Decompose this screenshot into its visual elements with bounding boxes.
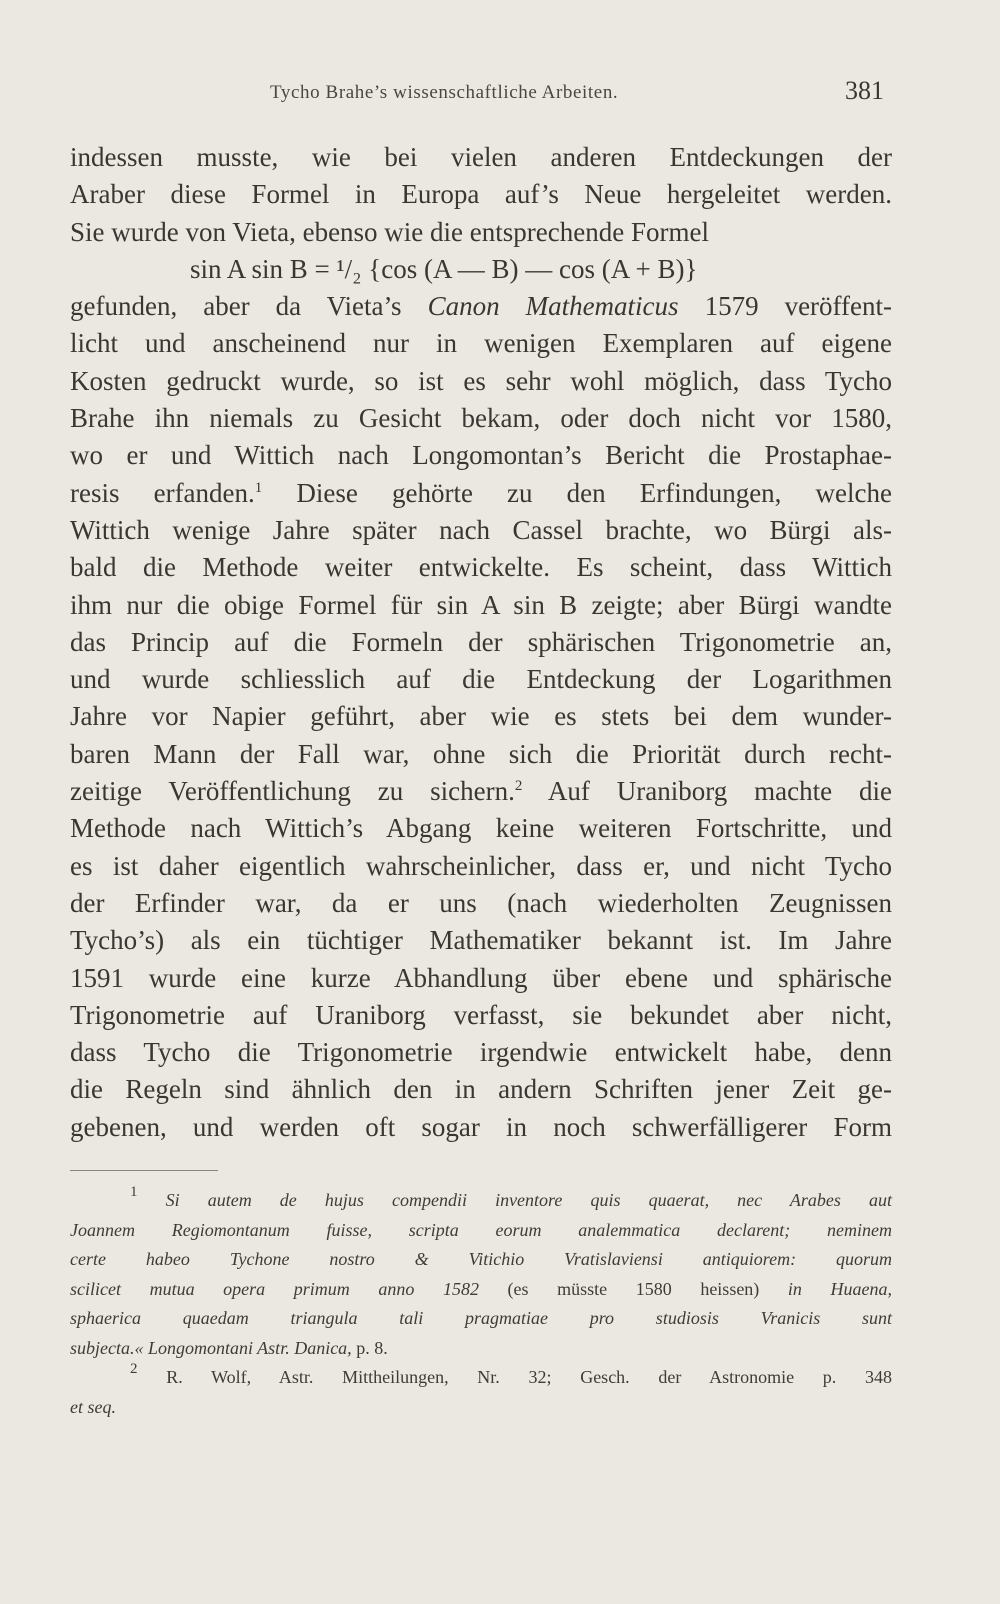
body-line: dass Tycho die Trigonometrie irgendwie entwickelt habe, denn (70, 1037, 892, 1068)
footnote-ref[interactable]: 1 (254, 479, 263, 496)
running-head (70, 76, 890, 116)
body-line: das Princip auf die Formeln der sphärischen Trigonometrie an, (70, 626, 892, 657)
body-line: Tycho’s) als ein tüchtiger Mathematiker bekannt ist. Im Jahre (70, 925, 892, 956)
text: resis erfanden. (70, 477, 255, 508)
body-line: es ist daher eigentlich wahrscheinlicher, dass er, und nicht Tycho (70, 850, 892, 881)
text: Auf Uraniborg machte die (547, 776, 892, 807)
text: in Huaena, (787, 1278, 892, 1299)
text: scilicet mutua opera primum anno 1582 (70, 1278, 479, 1299)
text: zeitige Veröffentlichung zu sichern. (70, 776, 515, 807)
body-line (70, 773, 892, 810)
book-title: Canon Mathematicus (427, 291, 679, 322)
footnote-line (70, 1186, 892, 1216)
text: et seq. (70, 1396, 116, 1417)
footnote-line (70, 1363, 892, 1393)
body-text (70, 139, 892, 1146)
footnote-line (70, 1245, 892, 1275)
text: p. 8. (356, 1337, 388, 1358)
footnote-ref[interactable]: 2 (514, 778, 523, 795)
body-line (70, 288, 892, 325)
text: (es müsste 1580 heissen) (507, 1278, 760, 1299)
text: 1579 veröffent- (704, 291, 893, 322)
text: gefunden, aber da Vieta’s (70, 291, 402, 322)
body-line: Jahre vor Napier geführt, aber wie es stets bei dem wunder- (70, 701, 892, 732)
footnote-line (70, 1304, 892, 1334)
text: R. Wolf, Astr. Mittheilungen, Nr. 32; Gesch. der Astronomie p. 348 (166, 1367, 892, 1387)
page-number: 381 (845, 76, 884, 105)
footnote-line (70, 1393, 892, 1423)
body-line: indessen musste, wie bei vielen anderen Entdeckungen der (70, 142, 892, 172)
body-line: gebenen, und werden oft sogar in noch schwerfälligerer Form (70, 1111, 892, 1142)
body-line: baren Mann der Fall war, ohne sich die Priorität durch recht- (70, 738, 892, 769)
body-line: und wurde schliesslich auf die Entdeckung der Logarithmen (70, 664, 892, 695)
text: subjecta.« (70, 1337, 144, 1358)
body-line (70, 475, 892, 512)
body-line: Kosten gedruckt wurde, so ist es sehr wohl möglich, dass Tycho (70, 365, 892, 396)
footnote-mark: 2 (130, 1361, 138, 1377)
body-line: Brahe ihn niemals zu Gesicht bekam, oder doch nicht vor 1580, (70, 403, 892, 434)
body-line: licht und anscheinend nur in wenigen Exemplaren auf eigene (70, 328, 892, 359)
footnote-line (70, 1275, 892, 1305)
body-line: Methode nach Wittich’s Abgang keine weiteren Fortschritte, und (70, 813, 892, 844)
footnotes (70, 1186, 892, 1422)
body-line: Trigonometrie auf Uraniborg verfasst, sie bekundet aber nicht, (70, 999, 892, 1030)
footnote-rule (70, 1170, 218, 1171)
text: Joannem Regiomontanum fuisse, scripta eorum analemmatica declarent; neminem (70, 1219, 892, 1240)
text: sphaerica quaedam triangula tali pragmatiae pro studiosis Vranicis sunt (70, 1308, 892, 1328)
text: Diese gehörte zu den Erfindungen, welche (296, 477, 892, 508)
body-line: Sie wurde von Vieta, ebenso wie die entsprechende Formel (70, 216, 709, 247)
footnote-line (70, 1334, 892, 1364)
body-line: wo er und Wittich nach Longomontan’s Bericht die Prostaphae- (70, 440, 892, 471)
body-line: die Regeln sind ähnlich den in andern Schriften jener Zeit ge- (70, 1074, 892, 1105)
body-line: bald die Methode weiter entwickelte. Es scheint, dass Wittich (70, 552, 892, 583)
footnote-line (70, 1216, 892, 1246)
text: Longomontani Astr. Danica, (148, 1337, 352, 1358)
formula: sin A sin B = ¹/₂ {cos (A — B) — cos (A + B)} (190, 253, 698, 284)
body-line: Wittich wenige Jahre später nach Cassel brachte, wo Bürgi als- (70, 514, 892, 545)
text: Si autem de hujus compendii inventore quis quaerat, nec Arabes aut (165, 1190, 893, 1210)
body-line: Araber diese Formel in Europa auf’s Neue hergeleitet werden. (70, 179, 892, 210)
text: certe habeo Tychone nostro & Vitichio Vratislaviensi antiquiorem: quorum (70, 1249, 892, 1269)
body-line: ihm nur die obige Formel für sin A sin B zeigte; aber Bürgi wandte (70, 589, 892, 620)
body-line: 1591 wurde eine kurze Abhandlung über ebene und sphärische (70, 962, 892, 993)
running-title: Tycho Brahe’s wissenschaftliche Arbeiten. (270, 82, 619, 103)
body-line: der Erfinder war, da er uns (nach wiederholten Zeugnissen (70, 887, 892, 918)
footnote-mark: 1 (130, 1184, 138, 1200)
